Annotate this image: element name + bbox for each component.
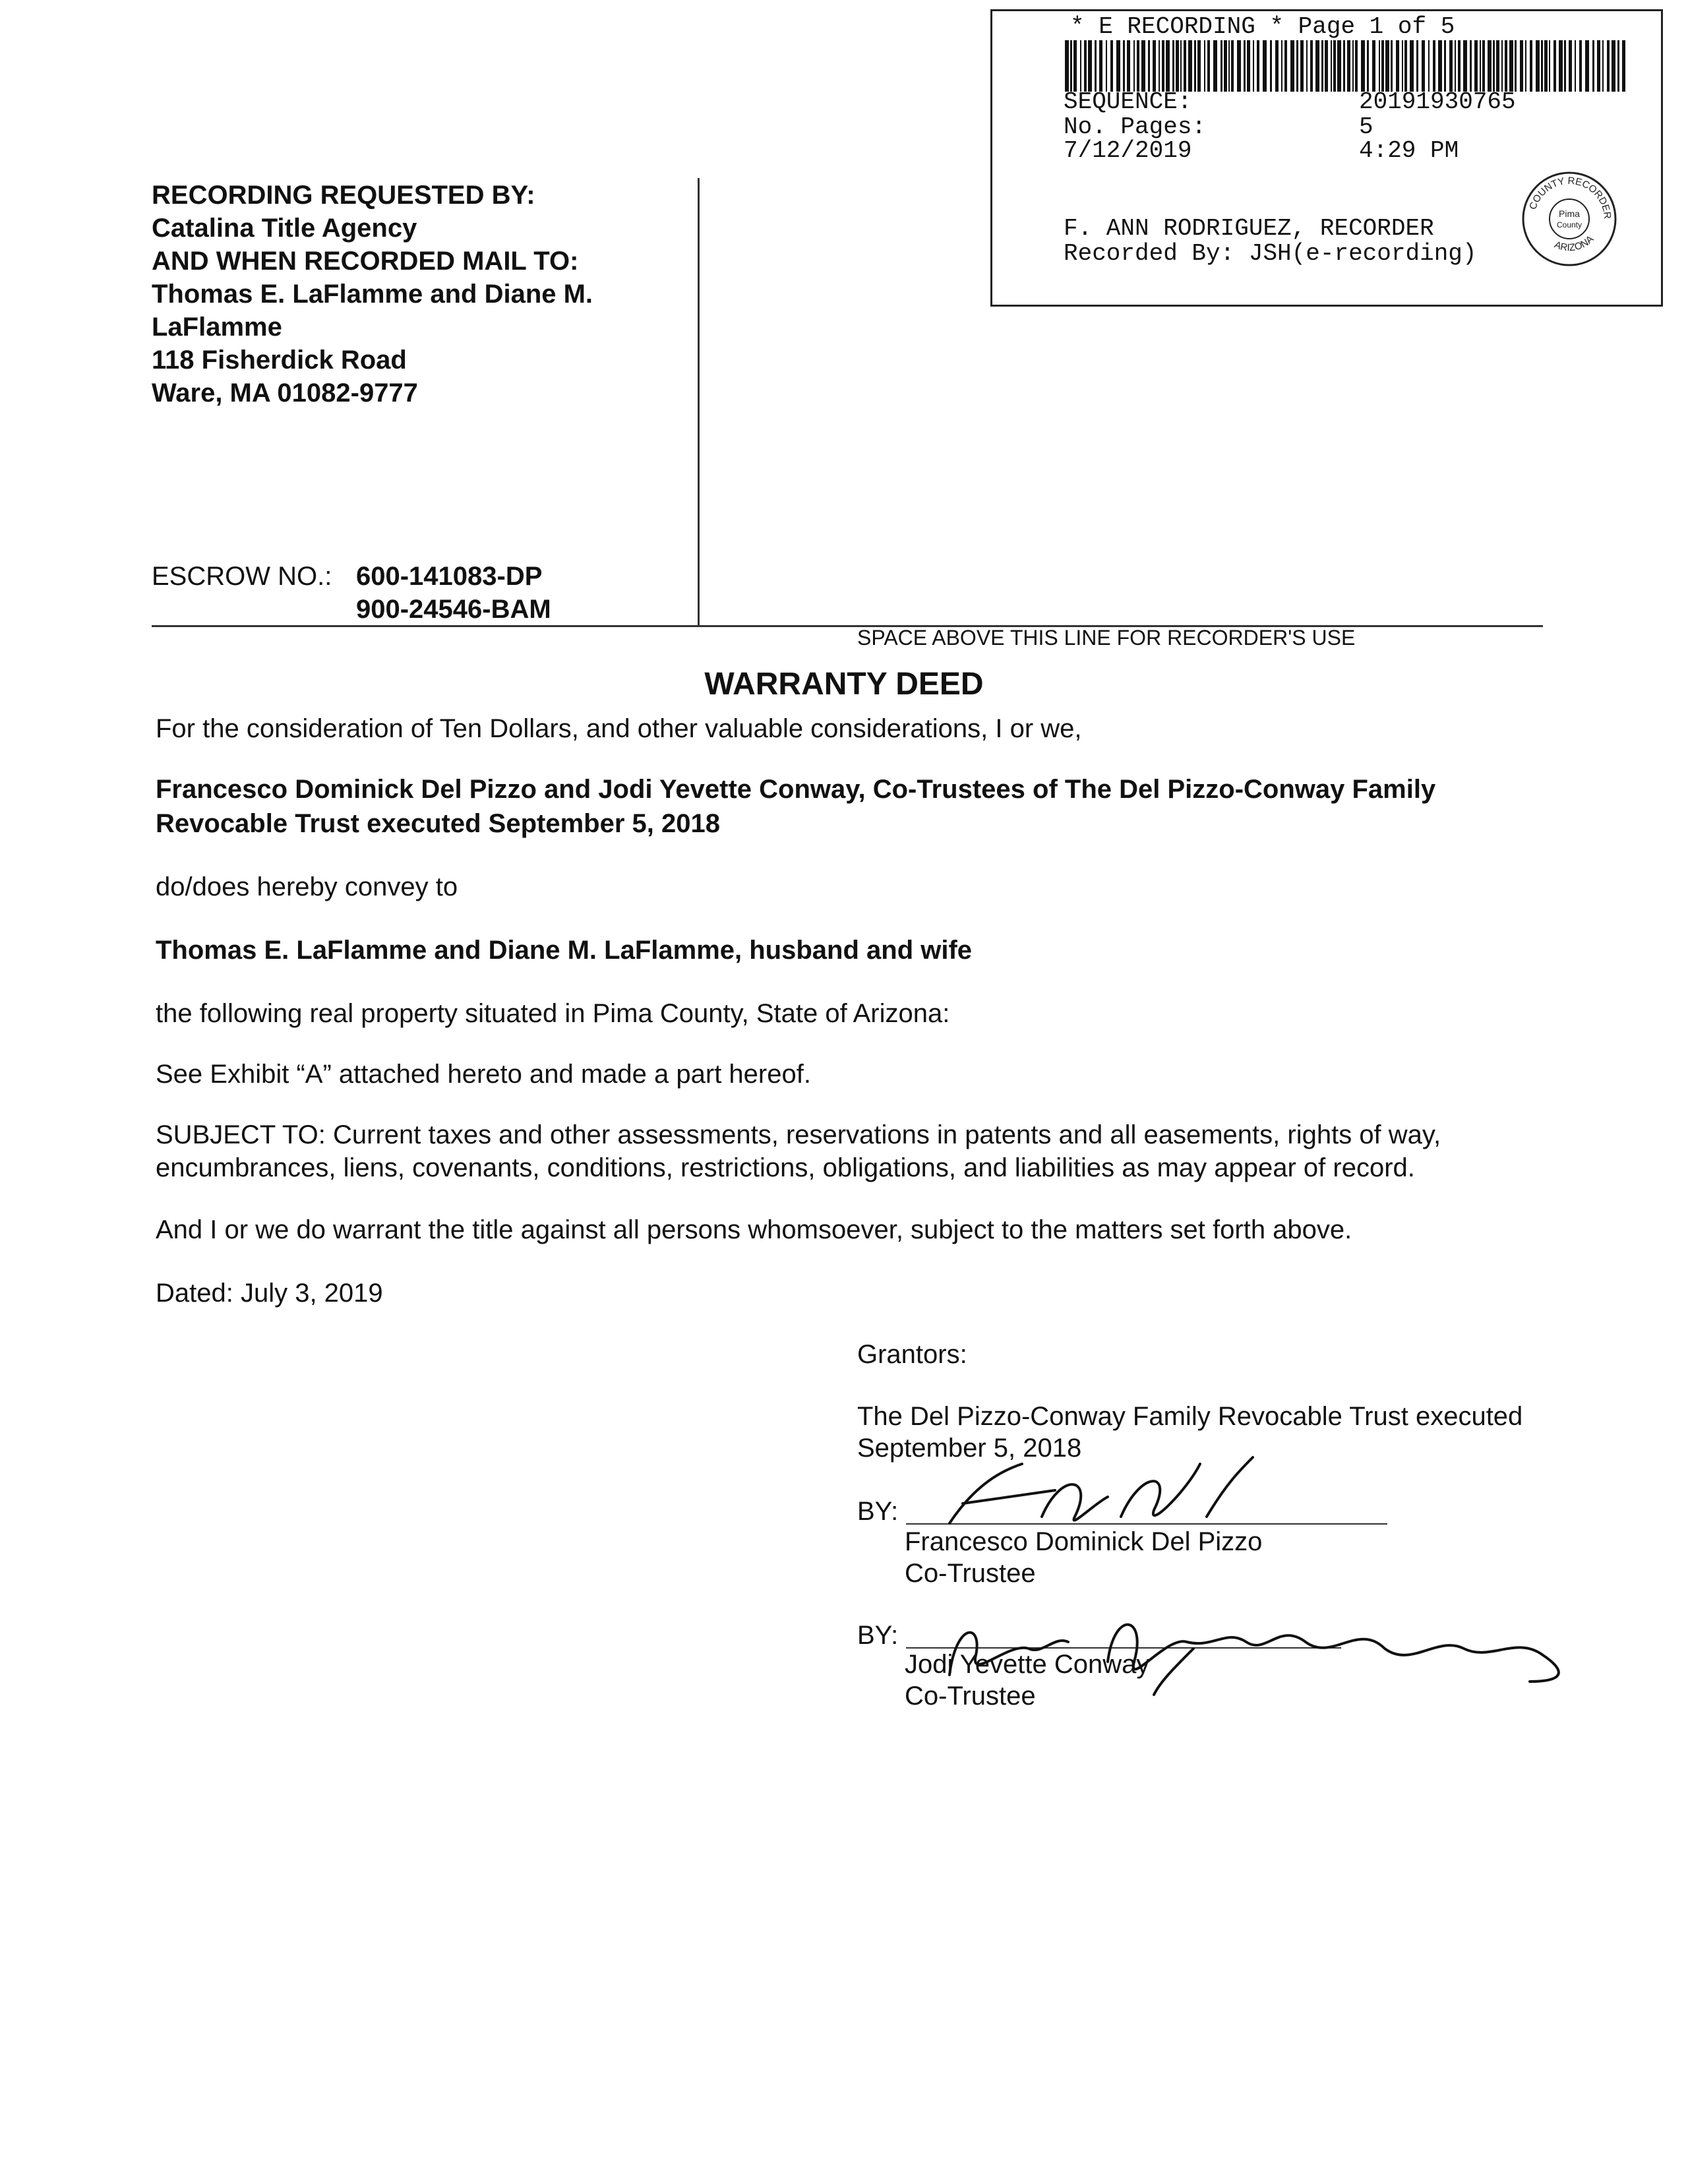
barcode-bar (1153, 40, 1156, 92)
barcode-bar (1284, 40, 1287, 92)
mail-to-line1: Thomas E. LaFlamme and Diane M. (152, 280, 593, 309)
barcode-bar (1575, 40, 1576, 92)
barcode-bar (1253, 40, 1254, 92)
requested-by-label: RECORDING REQUESTED BY: (152, 181, 535, 210)
barcode-bar (1509, 40, 1513, 92)
barcode-bar (1520, 40, 1523, 92)
grantors-line1: Francesco Dominick Del Pizzo and Jodi Yevette Conway, Co-Trustees of The Del Pizzo-Conway Family (156, 775, 1436, 804)
barcode-bar (1385, 40, 1389, 92)
escrow-label: ESCROW NO.: (152, 562, 332, 591)
deed-title: WARRANTY DEED (704, 667, 984, 702)
warrant-text: And I or we do warrant the title against all persons whomsoever, subject to the matters set forth above. (156, 1215, 1352, 1244)
barcode-bar (1470, 40, 1472, 92)
barcode-bar (1410, 40, 1414, 92)
barcode-bar (1579, 40, 1582, 92)
barcode-bar (1333, 40, 1336, 92)
signer2-name: Jodi Yevette Conway (905, 1650, 1150, 1679)
consideration-text: For the consideration of Ten Dollars, and other valuable considerations, I or we, (156, 714, 1082, 743)
barcode-bar (1422, 40, 1425, 92)
barcode-bar (1275, 40, 1279, 92)
barcode-bar (1482, 40, 1485, 92)
barcode-bar (1263, 40, 1267, 92)
barcode-bar (1541, 40, 1543, 92)
barcode-bar (1194, 40, 1196, 92)
grantors-line2: Revocable Trust executed September 5, 2018 (156, 809, 720, 838)
svg-text:Pima: Pima (1559, 208, 1580, 219)
signer1-name: Francesco Dominick Del Pizzo (905, 1527, 1263, 1556)
requested-by-name: Catalina Title Agency (152, 214, 417, 243)
subject-to-line1: SUBJECT TO: Current taxes and other assessments, reservations in patents and all easements, rights of way, (156, 1120, 1441, 1149)
barcode-bar (1355, 40, 1358, 92)
barcode-bar (1622, 40, 1625, 92)
barcode-bar (1381, 40, 1384, 92)
barcode-bar (1180, 40, 1182, 92)
barcode-bar (1496, 40, 1499, 92)
exhibit-text: See Exhibit “A” attached hereto and made a part hereof. (156, 1060, 811, 1089)
barcode-bar (1331, 40, 1332, 92)
barcode-bar (1099, 40, 1102, 92)
by-label-1: BY: (857, 1497, 899, 1526)
barcode-bar (1361, 40, 1365, 92)
barcode-bar (1065, 40, 1069, 92)
barcode-bar (1207, 40, 1210, 92)
barcode-bar (1166, 40, 1170, 92)
svg-text:ARIZONA: ARIZONA (1552, 233, 1596, 254)
barcode-bar (1172, 40, 1174, 92)
barcode-bar (1228, 40, 1230, 92)
record-date: 7/12/2019 (1064, 137, 1192, 164)
barcode-bar (1321, 40, 1323, 92)
barcode-bar (1213, 40, 1217, 92)
barcode-bar (1148, 40, 1150, 92)
barcode-bar (1084, 40, 1087, 92)
trust-name-line1: The Del Pizzo-Conway Family Revocable Trust executed (857, 1402, 1523, 1431)
grantors-label: Grantors: (857, 1340, 967, 1369)
barcode-bar (1137, 40, 1139, 92)
barcode-bar (1617, 40, 1619, 92)
barcode-bar (1141, 40, 1145, 92)
barcode-bar (1474, 40, 1478, 92)
pages-label: No. Pages: (1064, 113, 1207, 140)
signer2-title: Co-Trustee (905, 1682, 1036, 1711)
svg-text:County: County (1556, 220, 1582, 229)
barcode-bar (1493, 40, 1495, 92)
barcode-bar (1416, 40, 1418, 92)
barcode-bar (1300, 40, 1304, 92)
subject-to-line2: encumbrances, liens, covenants, conditions, restrictions, obligations, and liabilities as may appear of record. (156, 1153, 1415, 1182)
barcode-bar (1585, 40, 1589, 92)
barcode-bar (1315, 40, 1319, 92)
barcode-bar (1088, 40, 1092, 92)
barcode-bar (1372, 40, 1375, 92)
barcode-bar (1162, 40, 1164, 92)
barcode-bar (1127, 40, 1130, 92)
recorder-name: F. ANN RODRIGUEZ, RECORDER (1064, 215, 1434, 242)
barcode-bar (1325, 40, 1328, 92)
barcode-bar (1404, 40, 1407, 92)
barcode-bar (1110, 40, 1113, 92)
barcode-bar (1133, 40, 1135, 92)
barcode (1065, 40, 1627, 92)
barcode-bar (1237, 40, 1241, 92)
barcode-bar (1602, 40, 1604, 92)
barcode-bar (1612, 40, 1615, 92)
barcode-bar (1463, 40, 1467, 92)
barcode-bar (1070, 40, 1072, 92)
address-line1: 118 Fisherdick Road (152, 346, 407, 375)
barcode-bar (1080, 40, 1081, 92)
barcode-bar (1553, 40, 1556, 92)
barcode-bar (1224, 40, 1227, 92)
by-label-2: BY: (857, 1621, 899, 1650)
barcode-bar (1247, 40, 1250, 92)
barcode-bar (1505, 40, 1507, 92)
escrow-number-1: 600-141083-DP (356, 562, 543, 591)
barcode-bar (1515, 40, 1517, 92)
signer1-title: Co-Trustee (905, 1559, 1036, 1588)
escrow-number-2: 900-24546-BAM (356, 595, 551, 624)
barcode-bar (1455, 40, 1456, 92)
trust-name-line2: September 5, 2018 (857, 1434, 1082, 1463)
barcode-bar (1444, 40, 1446, 92)
barcode-bar (1281, 40, 1282, 92)
barcode-bar (1073, 40, 1077, 92)
barcode-bar (1123, 40, 1125, 92)
barcode-bar (1396, 40, 1399, 92)
barcode-bar (1530, 40, 1532, 92)
barcode-bar (1391, 40, 1393, 92)
barcode-bar (1347, 40, 1350, 92)
barcode-bar (1176, 40, 1179, 92)
barcode-bar (1257, 40, 1259, 92)
barcode-bar (1352, 40, 1354, 92)
header-divider (698, 178, 700, 626)
barcode-bar (1221, 40, 1222, 92)
barcode-bar (1204, 40, 1205, 92)
barcode-bar (1296, 40, 1298, 92)
sequence-label: SEQUENCE: (1064, 88, 1192, 115)
barcode-bar (1379, 40, 1380, 92)
barcode-bar (1116, 40, 1120, 92)
barcode-bar (1488, 40, 1492, 92)
barcode-bar (1544, 40, 1548, 92)
convey-text: do/does hereby convey to (156, 872, 458, 901)
barcode-bar (1525, 40, 1526, 92)
address-line2: Ware, MA 01082-9777 (152, 379, 418, 408)
barcode-bar (1290, 40, 1294, 92)
barcode-bar (1480, 40, 1481, 92)
barcode-bar (1188, 40, 1192, 92)
barcode-bar (1343, 40, 1345, 92)
property-text: the following real property situated in Pima County, State of Arizona: (156, 999, 950, 1028)
barcode-bar (1270, 40, 1272, 92)
barcode-bar (1306, 40, 1308, 92)
barcode-bar (1367, 40, 1369, 92)
barcode-bar (1337, 40, 1341, 92)
barcode-bar (1428, 40, 1430, 92)
barcode-bar (1106, 40, 1107, 92)
svg-text:COUNTY RECORDER: COUNTY RECORDER (1527, 175, 1613, 220)
barcode-bar (1438, 40, 1442, 92)
barcode-bar (1310, 40, 1313, 92)
barcode-bar (1592, 40, 1594, 92)
barcode-bar (1501, 40, 1503, 92)
barcode-bar (1559, 40, 1563, 92)
pages-value: 5 (1359, 113, 1373, 140)
barcode-bar (1564, 40, 1566, 92)
barcode-bar (1449, 40, 1453, 92)
barcode-bar (1607, 40, 1610, 92)
recorded-by: Recorded By: JSH(e-recording) (1064, 240, 1477, 267)
barcode-bar (1231, 40, 1234, 92)
barcode-bar (1244, 40, 1246, 92)
grantees-text: Thomas E. LaFlamme and Diane M. LaFlamme, husband and wife (156, 936, 973, 965)
barcode-bar (1159, 40, 1160, 92)
barcode-bar (1402, 40, 1403, 92)
barcode-bar (1536, 40, 1540, 92)
mail-to-label: AND WHEN RECORDED MAIL TO: (152, 247, 579, 276)
barcode-bar (1458, 40, 1461, 92)
record-time: 4:29 PM (1359, 137, 1459, 164)
barcode-bar (1597, 40, 1600, 92)
recorder-stamp (990, 9, 1663, 307)
recorder-use-note: SPACE ABOVE THIS LINE FOR RECORDER'S USE (857, 626, 1356, 650)
dated-text: Dated: July 3, 2019 (156, 1279, 383, 1308)
barcode-bar (1184, 40, 1186, 92)
mail-to-line2: LaFlamme (152, 313, 282, 342)
barcode-bar (1433, 40, 1435, 92)
stamp-header: * E RECORDING * Page 1 of 5 (1070, 13, 1455, 40)
barcode-bar (1569, 40, 1572, 92)
barcode-bar (1095, 40, 1097, 92)
barcode-bar (1549, 40, 1550, 92)
county-seal-icon (1520, 169, 1619, 268)
sequence-value: 20191930765 (1359, 88, 1516, 115)
barcode-bar (1197, 40, 1201, 92)
